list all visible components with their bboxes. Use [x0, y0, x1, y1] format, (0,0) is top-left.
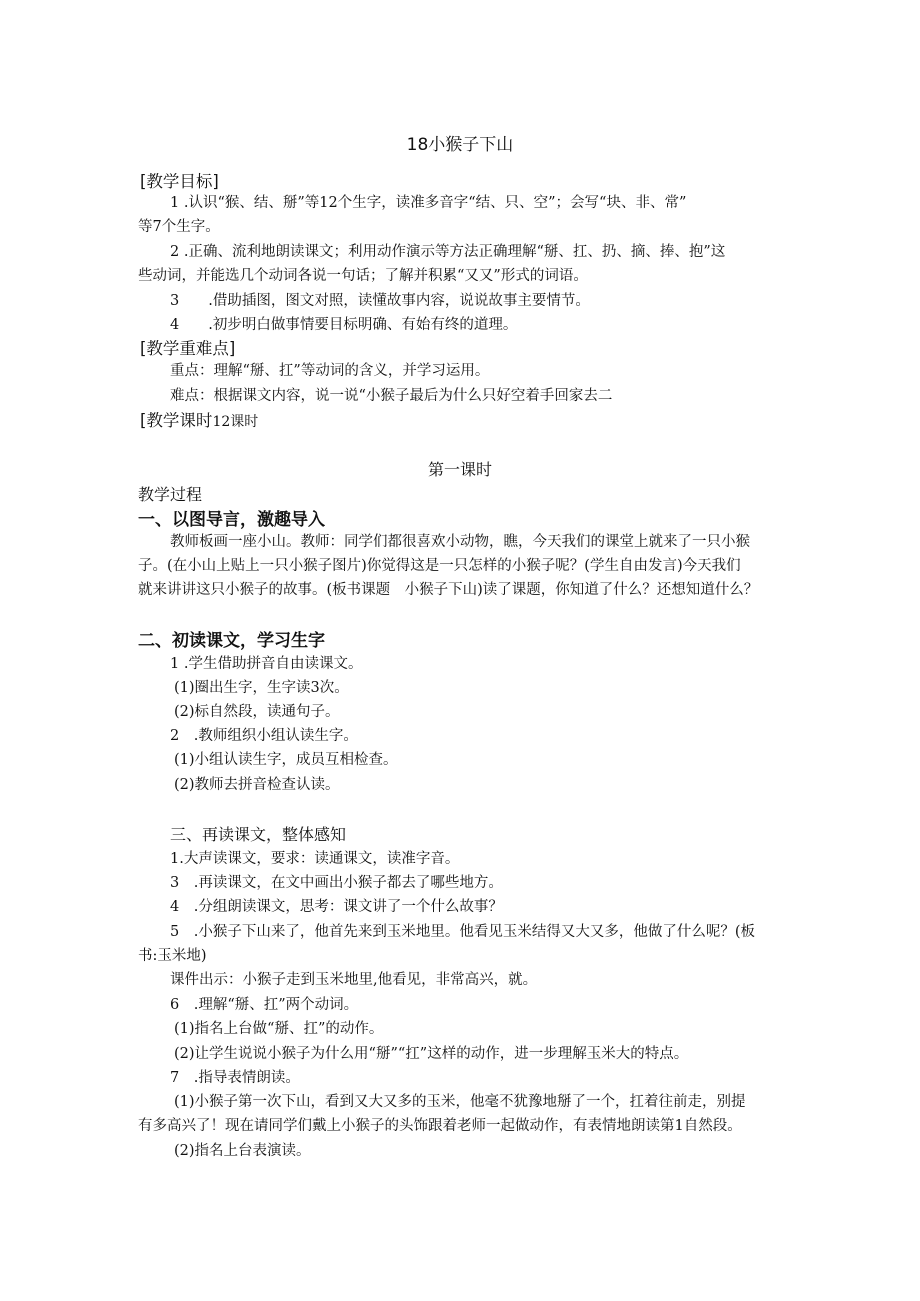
section-heading-3: 三、再读课文，整体感知: [170, 825, 347, 844]
objectives-heading: [教学目标]: [140, 172, 219, 191]
section-heading-2: 二、初读课文，学习生字: [138, 631, 325, 651]
list-item: (2)标自然段，读通句子。: [174, 704, 340, 720]
list-item: 5 .小猴子下山来了，他首先来到玉米地里。他看见玉米结得又大又多，他做了什么呢？(板: [170, 924, 755, 940]
list-item: (2)让学生说说小猴子为什么用“掰”“扛”这样的动作，进一步理解玉米大的特点。: [174, 1046, 689, 1062]
list-item: 2 .教师组织小组认读生字。: [170, 728, 358, 744]
focus-text: 重点：理解“掰、扛”等动词的含义，并学习运用。: [170, 363, 490, 379]
duration-line: [140, 407, 258, 431]
process-heading: 教学过程: [138, 485, 203, 504]
list-item: 7 .指导表情朗读。: [170, 1070, 300, 1086]
difficulty-text: 难点：根据课文内容，说一说“小猴子最后为什么只好空着手回家去二: [170, 388, 613, 404]
list-item: 3 .再读课文，在文中画出小猴子都去了哪些地方。: [170, 875, 503, 891]
list-item: 1.大声读课文，要求：读通课文，读准字音。: [170, 851, 460, 867]
list-item: 4 .分组朗读课文，思考：课文讲了一个什么故事？: [170, 899, 503, 915]
list-item: 1 .学生借助拼音自由读课文。: [170, 656, 363, 672]
page-title: 18小猴子下山: [406, 135, 514, 155]
list-item: (2)指名上台表演读。: [174, 1143, 311, 1159]
paragraph-line: 就来讲讲这只小猴子的故事。(板书课题 小猴子下山)读了课题，你知道了什么？还想知道什么？: [138, 582, 759, 598]
key-points-heading: [教学重难点]: [140, 339, 236, 358]
list-item: (1)小猴子第一次下山，看到又大又多的玉米，他毫不犹豫地掰了一个，扛着往前走，别提: [174, 1094, 746, 1110]
objective-line: 等7个生字。: [138, 219, 220, 235]
list-item: 课件出示：小猴子走到玉米地里,他看见，非常高兴，就。: [170, 972, 538, 988]
duration-heading: [教学课时: [140, 411, 213, 430]
objective-line: 4 .初步明白做事情要目标明确、有始有终的道理。: [170, 317, 518, 333]
duration-value: 12课时: [212, 414, 259, 430]
objective-line: 1 .认识“猴、结、掰”等12个生字，读准多音字“结、只、空”；会写“块、非、常”: [170, 195, 687, 211]
list-item: 书:玉米地): [138, 948, 207, 964]
paragraph-line: 子。(在小山上贴上一只小猴子图片)你觉得这是一只怎样的小猴子呢？(学生自由发言)今天我们: [138, 558, 741, 574]
lesson-heading: 第一课时: [427, 460, 492, 479]
objective-line: 2 .正确、流利地朗读课文；利用动作演示等方法正确理解“掰、扛、扔、摘、捧、抱”这: [170, 244, 726, 260]
list-item: 有多高兴了！现在请同学们戴上小猴子的头饰跟着老师一起做动作，有表情地朗读第1自然段。: [138, 1118, 742, 1134]
objective-line: 3 .借助插图，图文对照，读懂故事内容，说说故事主要情节。: [170, 293, 590, 309]
list-item: (1)圈出生字，生字读3次。: [174, 680, 349, 696]
paragraph-line: 教师板画一座小山。教师：同学们都很喜欢小动物，瞧，今天我们的课堂上就来了一只小猴: [170, 534, 750, 550]
list-item: (1)小组认读生字，成员互相检查。: [174, 752, 398, 768]
objective-line: 些动词，并能选几个动词各说一句话；了解并积累“又又”形式的词语。: [138, 268, 588, 284]
list-item: (2)教师去拼音检查认读。: [174, 777, 340, 793]
list-item: 6 .理解“掰、扛”两个动词。: [170, 997, 359, 1013]
list-item: (1)指名上台做“掰、扛”的动作。: [174, 1021, 384, 1037]
section-heading-1: 一、以图导言，激趣导入: [138, 510, 325, 530]
